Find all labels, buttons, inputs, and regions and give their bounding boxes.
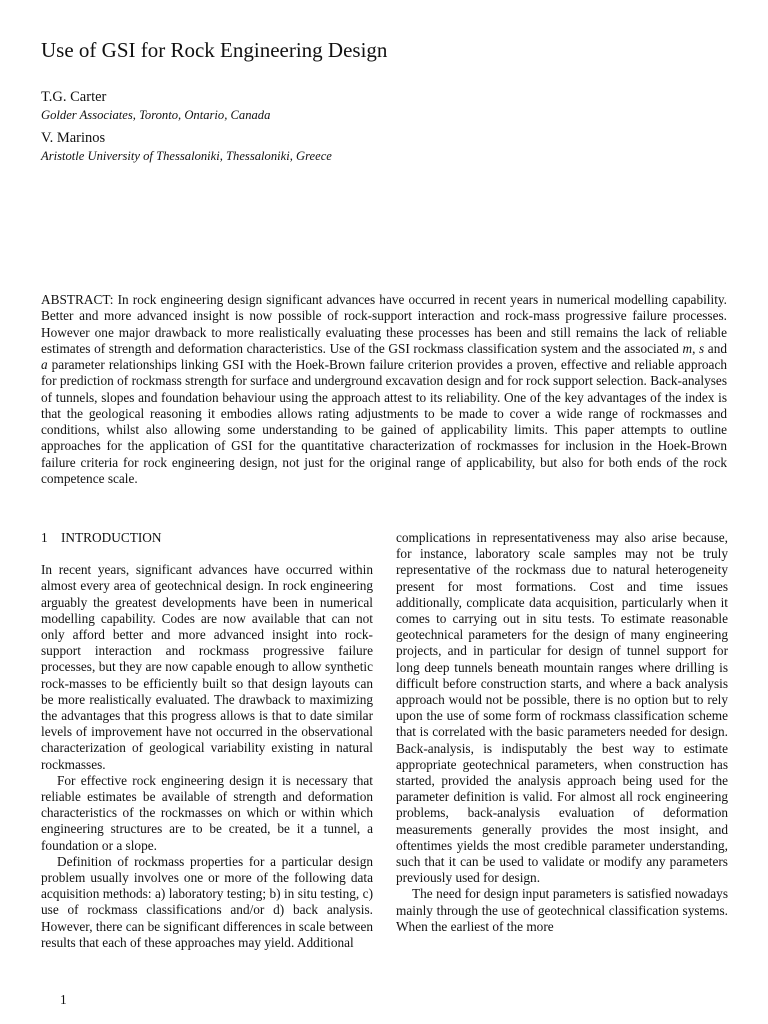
section-title: INTRODUCTION xyxy=(61,530,162,545)
abstract-var-m: m xyxy=(682,340,693,356)
abstract-var-a: a xyxy=(41,357,48,372)
paragraph: The need for design input parameters is satisfied nowadays mainly through the use of geotechnical classification systems. When the earliest of the more xyxy=(396,886,728,934)
page-number: 1 xyxy=(60,992,67,1007)
paragraph: For effective rock engineering design it is necessary that reliable estimates be available of strength and deformation characteristics of the rockmasses on which or within which engineering structures are to be created, be it a tunnel, a foundation or a slope. xyxy=(41,772,373,853)
author-name-1: T.G. Carter xyxy=(41,89,107,105)
abstract-label: ABSTRACT: xyxy=(41,292,114,307)
right-column xyxy=(396,530,728,935)
abstract-sep-2: and xyxy=(704,340,727,356)
section-number: 1 xyxy=(41,530,48,545)
abstract xyxy=(41,292,727,487)
abstract-sep-1: , xyxy=(692,340,699,356)
page-title: Use of GSI for Rock Engineering Design xyxy=(41,38,388,62)
author-affiliation-2: Aristotle University of Thessaloniki, Thessaloniki, Greece xyxy=(41,149,332,163)
paragraph: Definition of rockmass properties for a particular design problem usually involves one or more of the following data acquisition methods: a) laboratory testing; b) in situ testing, c) use of rockmass classifications and/or d) back analysis. However, there can be significant differences in scale between results that each of these approaches may yield. Additional xyxy=(41,853,373,950)
author-name-2: V. Marinos xyxy=(41,130,106,146)
paragraph: complications in representativeness may also arise because, for instance, laboratory scale samples may not be truly representative of the rockmass due to natural heterogeneity present for most formations. Cost and time issues additionally, complicate data acquisition, particularly when it comes to carrying out in situ tests. To estimate reasonable geotechnical parameters for the design of many engineering projects, and in particular for design of tunnel support for long deep tunnels beneath mountain ranges where drilling is difficult before construction starts, and where a back analysis approach would not be possible, there is no option but to rely upon the use of some form of rockmass classification scheme that is correlated with the basic parameters needed for design. Back-analysis, is indisputably the best way to estimate appropriate geotechnical parameters, when construction has started, provided the analysis approach being used for the parameter definition is valid. For almost all rock engineering problems, back-analysis evaluation of deformation measurements generally provides the most insight, and oftentimes yields the most credible parameter understanding, such that it can be used to validate or modify any parameters previously used for design. xyxy=(396,530,728,886)
abstract-text-part-2: parameter relationships linking GSI with the Hoek-Brown failure criterion provides a proven, effective and reliable approach for prediction of rockmass strength for surface and underground excavation design and for rock support selection. Back-analyses of tunnels, slopes and foundation behaviour using the approach attest to its reliability. One of the key advantages of the index is that the geological reasoning it embodies allows rating adjustments to be made to cover a wide range of rockmasses and conditions, whilst also allowing some understanding to be gained of applicability limits. This paper attempts to outline approaches for the application of GSI for the quantitative characterization of rockmasses for inclusion in the Hoek-Brown failure criteria for rock engineering design, not just for the original range of applicability, but also for both ends of the rock competence scale. xyxy=(41,357,727,486)
left-column xyxy=(41,530,373,951)
abstract-text-part-1: In rock engineering design significant advances have occurred in recent years in numerical modelling capability. Better and more advanced insight is now possible of rock-support interaction and rock-mass progressive failure processes. However one major drawback to more realistically evaluating these processes has been and still remains the lack of reliable estimates of strength and deformation characteristics. Use of the GSI rockmass classification system and the associated xyxy=(41,292,727,356)
author-affiliation-1: Golder Associates, Toronto, Ontario, Canada xyxy=(41,108,271,122)
paragraph: In recent years, significant advances have occurred within almost every area of geotechnical design. In rock engineering arguably the greatest developments have been in numerical modelling capability. Codes are now available that can not only afford better and more advanced insight into rock-support interaction and rockmass progressive failure processes, but they are now capable enough to allow synthetic rock-masses to be efficiently built so that design layouts can be more realistically evaluated. The drawback to maximizing the advantages that this progress allows is that to date similar levels of improvement have not occurred in the observational characterization of geological variability existing in natural rockmasses. xyxy=(41,562,373,772)
abstract-var-s: s xyxy=(699,340,705,356)
section-heading xyxy=(41,530,373,546)
